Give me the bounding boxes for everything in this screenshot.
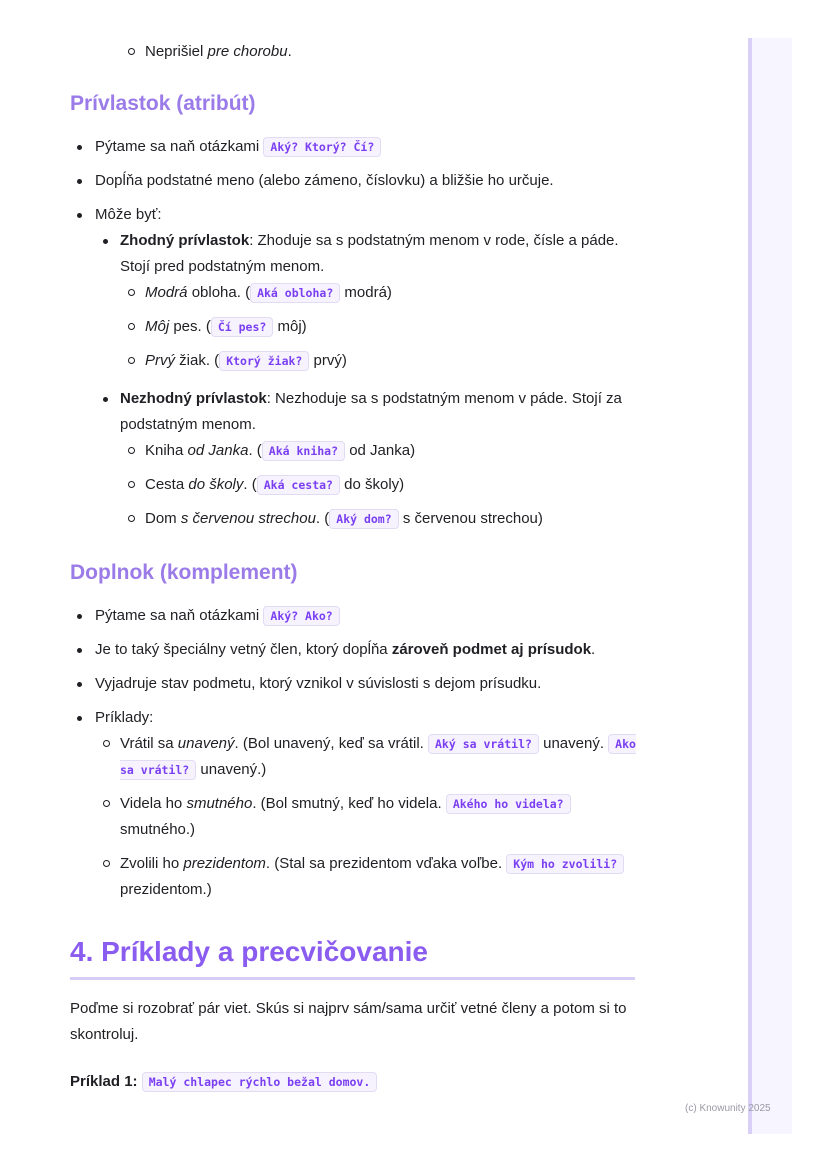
doplnok-heading: Doplnok (komplement)	[70, 561, 298, 584]
section-4-heading: 4. Príklady a precvičovanie	[70, 936, 428, 967]
inline-code: Akého ho videla?	[446, 794, 571, 814]
list-item: Zhodný prívlastok: Zhoduje sa s podstatným menom v rode, čísle a páde. Stojí pred podstatným menom. Modrá obloha. ( Aká obloha? modrá) Môj pes. ( Čí pes? môj) Prvý žiak. ( Ktorý žiak? prvý)	[95, 228, 640, 374]
inline-code: Aký? Ktorý? Čí?	[263, 137, 381, 157]
list-item: Vrátil sa unavený. (Bol unavený, keď sa vrátil. Aký sa vrátil? unavený. Ako sa vrátil? unavený.)	[95, 731, 640, 783]
list-item: Pýtame sa naň otázkami Aký? Ktorý? Čí?	[70, 134, 640, 160]
privlastok-heading: Prívlastok (atribút)	[70, 92, 256, 115]
inline-code: Aká obloha?	[250, 283, 340, 303]
inline-code: Aký sa vrátil?	[428, 734, 539, 754]
top-sub-list	[120, 39, 640, 73]
inline-code: Ako sa vrátil?	[120, 734, 636, 780]
inline-code: Aký dom?	[329, 509, 398, 529]
list-item: Modrá obloha. ( Aká obloha? modrá)	[120, 280, 640, 306]
list-item: Kniha od Janka. ( Aká kniha? od Janka)	[120, 438, 640, 464]
privlastok-list	[70, 134, 640, 540]
list-item: Pýtame sa naň otázkami Aký? Ako?	[70, 603, 640, 629]
inline-code: Aká kniha?	[262, 441, 345, 461]
zhodny-examples	[120, 280, 640, 374]
list-item: Dom s červenou strechou. ( Aký dom? s červenou strechou)	[120, 506, 640, 532]
example-1: Príklad 1: Malý chlapec rýchlo bežal domov.	[70, 1069, 640, 1095]
inline-code: Ktorý žiak?	[219, 351, 309, 371]
inline-code: Aká cesta?	[257, 475, 340, 495]
copyright-footer: (c) Knowunity 2025	[685, 1103, 771, 1114]
section-4-intro: Poďme si rozobrať pár viet. Skús si najprv sám/sama určiť vetné členy a potom si to skontroluj.	[70, 1000, 627, 1043]
doplnok-examples	[95, 731, 640, 903]
list-item: Dopĺňa podstatné meno (alebo zámeno, číslovku) a bližšie ho určuje.	[70, 168, 640, 194]
list-item: Videla ho smutného. (Bol smutný, keď ho videla. Akého ho videla? smutného.)	[95, 791, 640, 843]
list-item: Neprišiel pre chorobu.	[120, 39, 640, 65]
inline-code: Kým ho zvolili?	[506, 854, 624, 874]
list-item: Je to taký špeciálny vetný člen, ktorý dopĺňa zároveň podmet aj prísudok.	[70, 637, 640, 663]
list-item: Nezhodný prívlastok: Nezhoduje sa s podstatným menom v páde. Stojí za podstatným menom. Kniha od Janka. ( Aká kniha? od Janka) Cesta do školy. ( Aká cesta? do školy) Dom s červenou strechou. ( Aký dom? s červenou strechou)	[95, 386, 640, 532]
right-margin-bar	[748, 38, 792, 1134]
inline-code: Aký? Ako?	[263, 606, 339, 626]
inline-code: Čí pes?	[211, 317, 273, 337]
list-item: Prvý žiak. ( Ktorý žiak? prvý)	[120, 348, 640, 374]
list-item: Cesta do školy. ( Aká cesta? do školy)	[120, 472, 640, 498]
privlastok-types	[95, 228, 640, 532]
list-item: Môže byť: Zhodný prívlastok: Zhoduje sa s podstatným menom v rode, čísle a páde. Stojí pred podstatným menom. Modrá obloha. ( Aká obloha? modrá) Môj pes. ( Čí pes? môj) Prvý žiak. ( Ktorý žiak? prvý) Nezhodný prívlastok: Nezhoduje sa s podstatným menom v páde. Stojí za podstatným menom. Kniha od Janka. ( Aká kniha? od Janka) Cesta do školy. ( Aká cesta? do školy) Dom s červenou strechou. ( Aký dom? s červenou strechou)	[70, 202, 640, 532]
list-item: Príklady: Vrátil sa unavený. (Bol unavený, keď sa vrátil. Aký sa vrátil? unavený. Ako sa vrátil? unavený.) Videla ho smutného. (Bol smutný, keď ho videla. Akého ho videla? smutného.) Zvolili ho prezidentom. (Stal sa prezidentom vďaka voľbe. Kým ho zvolili? prezidentom.)	[70, 705, 640, 903]
list-item: Zvolili ho prezidentom. (Stal sa prezidentom vďaka voľbe. Kým ho zvolili? prezidentom.)	[95, 851, 640, 903]
list-item: Môj pes. ( Čí pes? môj)	[120, 314, 640, 340]
heading-divider	[70, 977, 635, 980]
inline-code: Malý chlapec rýchlo bežal domov.	[142, 1072, 378, 1092]
list-item: Vyjadruje stav podmetu, ktorý vznikol v súvislosti s dejom prísudku.	[70, 671, 640, 697]
doplnok-list	[70, 603, 640, 911]
nezhodny-examples	[120, 438, 640, 532]
